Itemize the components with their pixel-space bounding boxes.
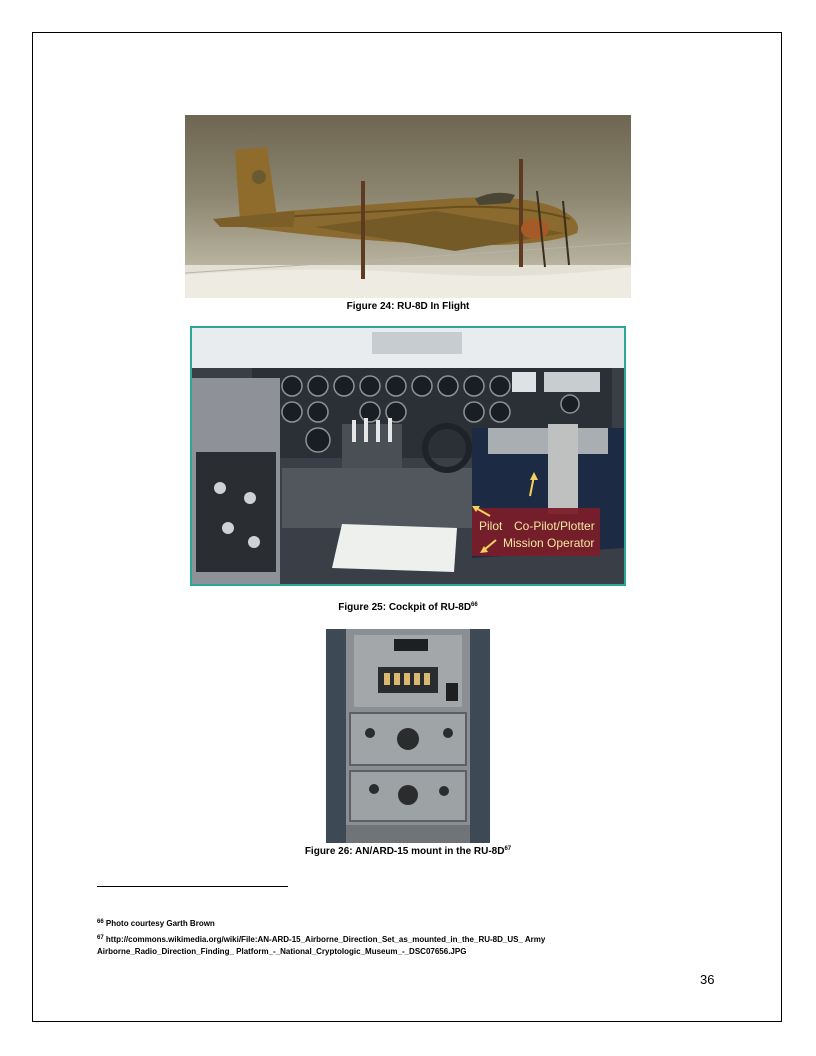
aircraft-illustration [185,115,631,298]
figure-26-caption [0,846,816,857]
figure-25-caption [0,602,816,613]
figure-26-caption-text: Figure 26: AN/ARD-15 mount in the RU-8D [304,846,505,857]
copilot-plotter-label: Co-Pilot/Plotter [514,519,595,533]
footnote-divider [97,886,288,887]
radio-rack-illustration [326,629,490,843]
footnote-66-number: 66 [97,919,104,925]
pilot-label: Pilot [479,519,503,533]
mission-operator-label: Mission Operator [503,536,595,550]
ard15-mount-photo [326,629,490,843]
cockpit-photo [190,326,626,586]
footnote-67 [97,932,737,958]
footnote-67-link-continuation[interactable]: Airborne_Radio_Direction_Finding_ Platform_-_National_Cryptologic_Museum_-_DSC07656.JPG [97,947,467,956]
footnote-66-text: Photo courtesy Garth Brown [105,919,215,928]
figure-25-footnote-ref: 66 [471,602,478,608]
page-number: 36 [700,972,715,987]
footnote-67-number: 67 [97,935,104,941]
figure-24-caption [0,301,816,312]
footnote-66 [97,916,737,930]
figure-25-caption-text: Figure 25: Cockpit of RU-8D [338,602,472,613]
figure-26-footnote-ref: 67 [504,846,512,852]
footnote-67-link[interactable]: http://commons.wikimedia.org/wiki/File:AN-ARD-15_Airborne_Direction_Set_as_mounted_in_the_RU-8D_US_ Army [105,935,546,944]
aircraft-photo [185,115,631,298]
figure-24-caption-text: Figure 24: RU-8D In Flight [346,301,470,312]
